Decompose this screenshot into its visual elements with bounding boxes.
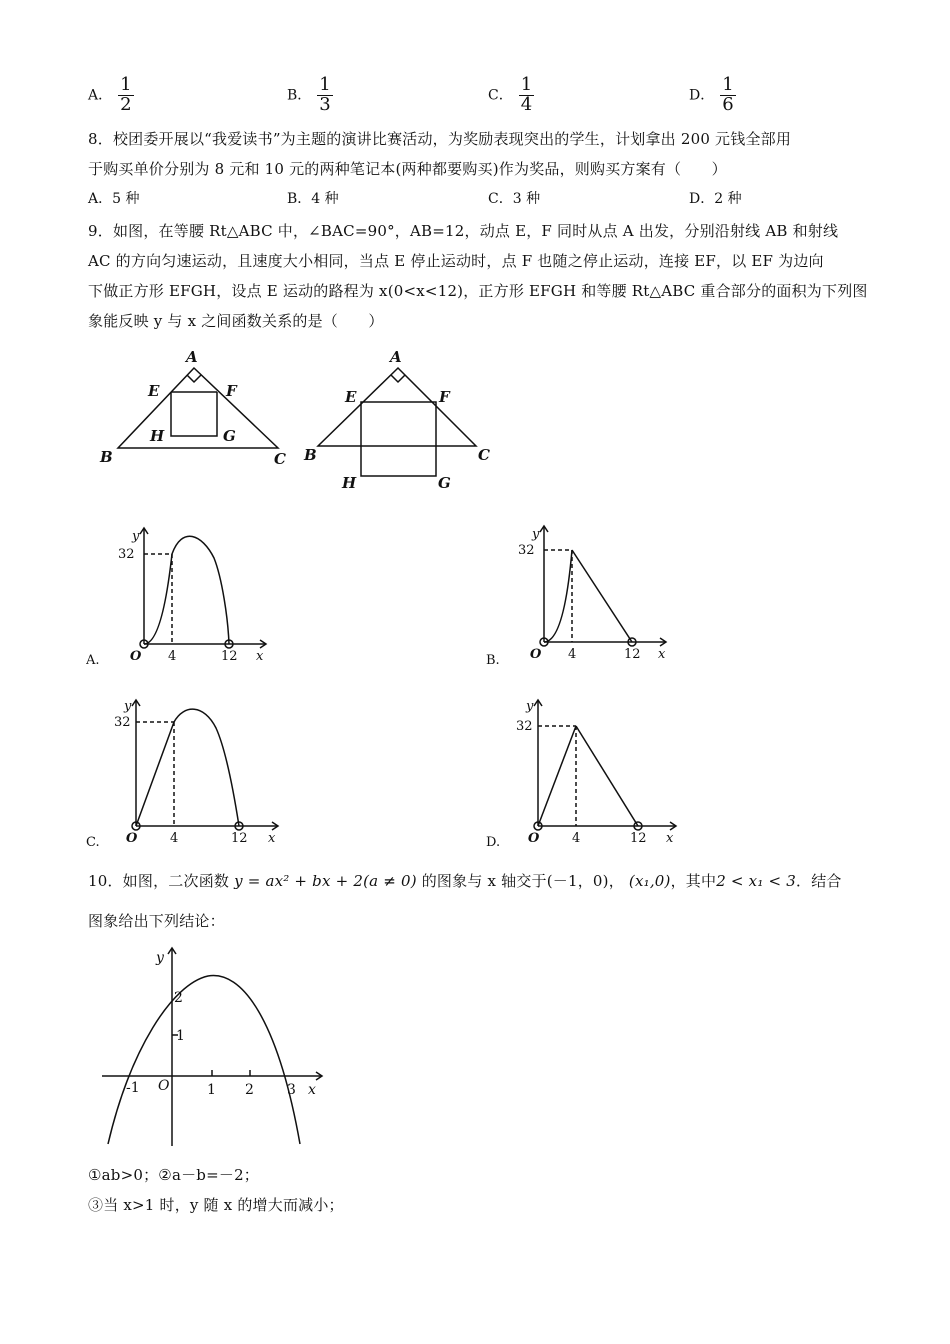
label-g: G [438, 474, 451, 492]
q10-text-part: 10．如图，二次函数 [88, 872, 230, 890]
tick-label-xm1: -1 [126, 1080, 140, 1096]
axis-label-x: x [308, 1082, 316, 1098]
tick-12: 12 [221, 649, 238, 664]
label-b: B [304, 446, 317, 464]
fraction [317, 76, 332, 115]
square-efgh [171, 392, 217, 436]
tick-label-y1: 1 [176, 1028, 185, 1044]
origin-label: O [528, 831, 540, 846]
q7-option-c [488, 76, 534, 115]
fraction [118, 76, 133, 115]
axis-label-y: y [132, 529, 140, 544]
fraction [720, 76, 735, 115]
q10-text-line1 [88, 870, 862, 891]
q10-conclusion-2: ③当 x>1 时，y 随 x 的增大而减小； [88, 1196, 344, 1214]
tick-4: 4 [568, 647, 577, 662]
tick-32: 32 [518, 543, 535, 558]
q7-option-b [287, 76, 333, 115]
graph-option-label: B. [486, 653, 500, 668]
graph-line [538, 726, 576, 826]
fraction-numerator: 1 [520, 74, 533, 95]
q8-option-b: B．4 种 [287, 191, 339, 207]
origin-label: O [530, 647, 542, 662]
q8-option-a: A．5 种 [88, 191, 140, 207]
axis-label-x: x [256, 649, 264, 664]
fraction-denominator: 2 [120, 93, 132, 115]
q9-graph-c [86, 694, 286, 850]
label-c: C [478, 446, 490, 464]
q8-text-line1: 8．校团委开展以“我爱读书”为主题的演讲比赛活动，为奖励表现突出的学生，计划拿出 200 元钱全部用 [88, 130, 792, 148]
q9-triangle-figures [90, 340, 510, 500]
graph-line [572, 550, 632, 642]
fraction-denominator: 4 [520, 93, 533, 115]
label-f: F [439, 388, 450, 406]
q9-graph-b [486, 518, 686, 670]
label-f: F [226, 382, 237, 400]
fraction-numerator: 1 [120, 74, 132, 95]
graph-line [576, 726, 638, 826]
tick-4: 4 [168, 649, 177, 664]
fraction [519, 76, 534, 115]
right-angle-mark [391, 375, 405, 382]
q10-text-part: ，其中 [670, 872, 717, 890]
graph-option-label: D. [486, 835, 501, 850]
q8-option-c: C．3 种 [488, 191, 541, 207]
origin-label: O [158, 1078, 170, 1094]
q9-graph-a [86, 518, 286, 670]
q10-condition: 2 < x₁ < 3 [716, 872, 796, 890]
graph-option-label: A. [86, 653, 100, 668]
tick-label-x3: 3 [287, 1082, 296, 1098]
origin-label: O [126, 831, 138, 846]
label-e: E [148, 382, 160, 400]
tick-32: 32 [118, 547, 135, 562]
q9-text-line4: 象能反映 y 与 x 之间函数关系的是（ ） [88, 312, 384, 330]
option-label: D． [689, 87, 715, 104]
q7-option-d [689, 76, 736, 115]
q10-parabola-graph [90, 940, 330, 1154]
tick-12: 12 [630, 831, 647, 846]
q10-text-part: ．结合 [796, 872, 842, 890]
label-c: C [274, 450, 286, 468]
label-e: E [345, 388, 357, 406]
axis-label-y: y [526, 699, 534, 714]
label-a: A [390, 348, 402, 366]
axis-label-x: x [666, 831, 674, 846]
graph-curve [174, 709, 239, 826]
label-b: B [100, 448, 113, 466]
axis-label-y: y [124, 699, 132, 714]
graph-curve [144, 536, 229, 644]
option-label: A． [88, 87, 113, 104]
triangle-figure-2 [318, 368, 476, 476]
label-h: H [150, 427, 165, 445]
q10-text-part: 的图象与 x 轴交于(－1，0)， [421, 872, 624, 890]
label-a: A [186, 348, 198, 366]
square-efgh [361, 402, 436, 476]
q7-option-a [88, 76, 134, 115]
axis-label-y: y [156, 950, 164, 966]
q8-option-d: D．2 种 [689, 191, 742, 207]
option-label: C． [488, 87, 513, 104]
tick-label-x1: 1 [207, 1082, 216, 1098]
q9-text-line1: 9．如图，在等腰 Rt△ABC 中，∠BAC=90°，AB=12，动点 E，F 同时从点 A 出发，分别沿射线 AB 和射线 [88, 222, 839, 240]
triangle-figure-1 [118, 368, 278, 448]
parabola [108, 976, 300, 1144]
graph-line [136, 722, 174, 826]
fraction-numerator: 1 [722, 74, 734, 95]
q10-formula: y = ax² + bx + 2(a ≠ 0) [234, 872, 417, 890]
q10-conclusion-1: ①ab>0；②a－b=－2； [88, 1166, 260, 1184]
q8-text-line2: 于购买单价分别为 8 元和 10 元的两种笔记本(两种都要购买)作为奖品，则购买方案有（ ） [88, 160, 727, 178]
axis-label-x: x [658, 647, 666, 662]
label-g: G [223, 427, 236, 445]
q9-graph-d [486, 694, 686, 850]
fraction-denominator: 6 [722, 93, 734, 115]
tick-32: 32 [114, 715, 131, 730]
triangle-abc [318, 368, 476, 446]
fraction-numerator: 1 [319, 74, 331, 95]
tick-4: 4 [572, 831, 581, 846]
tick-4: 4 [170, 831, 179, 846]
q9-text-line2: AC 的方向匀速运动，且速度大小相同，当点 E 停止运动时，点 F 也随之停止运动，连接 EF，以 EF 为边向 [88, 252, 824, 270]
tick-label-x2: 2 [245, 1082, 254, 1098]
tick-label-y2: 2 [174, 990, 183, 1006]
graph-curve [544, 550, 572, 642]
tick-12: 12 [231, 831, 248, 846]
tick-32: 32 [516, 719, 533, 734]
origin-label: O [130, 649, 142, 664]
axis-label-y: y [532, 527, 540, 542]
q10-point: (x₁,0) [628, 872, 671, 890]
fraction-denominator: 3 [319, 93, 331, 115]
q9-text-line3: 下做正方形 EFGH，设点 E 运动的路程为 x(0<x<12)，正方形 EFGH 和等腰 Rt△ABC 重合部分的面积为下列图 [88, 282, 868, 300]
axis-label-x: x [268, 831, 276, 846]
tick-12: 12 [624, 647, 641, 662]
q10-text-line2: 图象给出下列结论： [88, 912, 225, 930]
option-label: B． [287, 87, 312, 104]
label-h: H [342, 474, 357, 492]
graph-option-label: C. [86, 835, 100, 850]
right-angle-mark [187, 375, 201, 382]
